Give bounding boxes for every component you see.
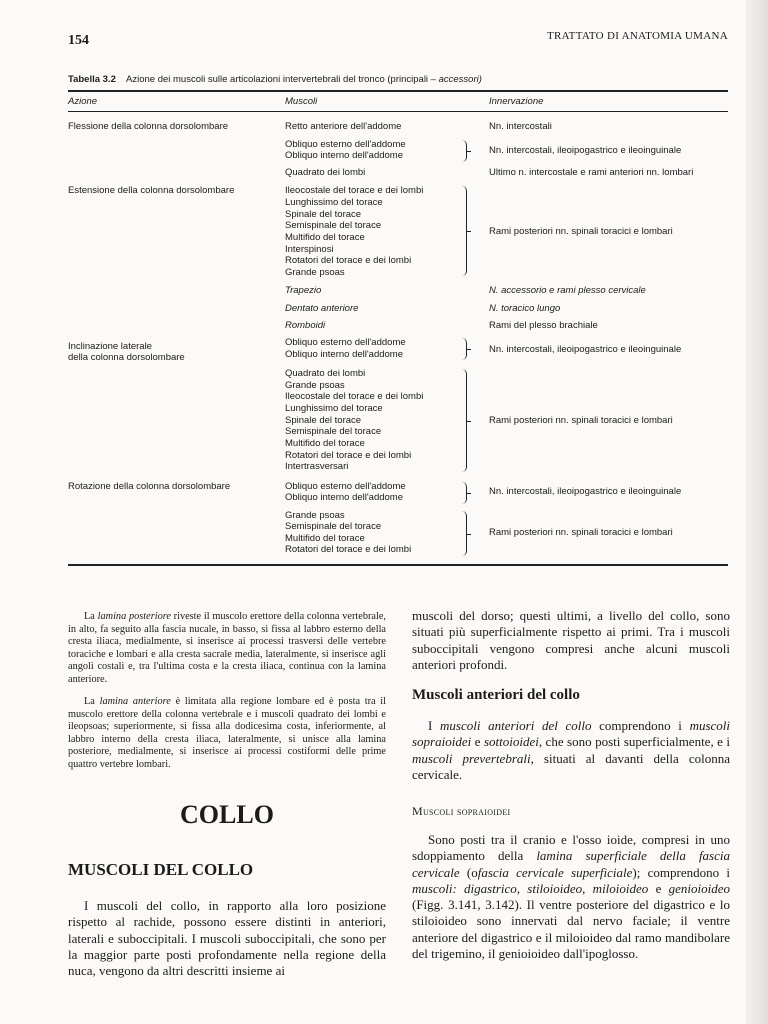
table-brace [460,186,467,276]
table-cell-muscle: Obliquo interno dell'addome [285,492,404,503]
table-cell-innervation: Ultimo n. intercostale e rami anteriori nn. lombari [489,167,694,178]
text-span: (Figg. 3.141, 3.142). Il ventre posteriore del digastrico e lo stiloioideo sono innervati dal nervo faciale; il ventre anteriore del digastrico e il miloioideo dal ramo mandibolare del trigemino, il genioioideo dall'ipoglosso. [412,897,730,962]
paragraph-lamina-anteriore [68,696,386,772]
running-head: TRATTATO DI ANATOMIA UMANA [547,30,728,42]
table-cell-muscle: Rotatori del torace e dei lombi [285,450,412,461]
table-cell-innervation: Rami posteriori nn. spinali toracici e lombari [489,226,673,237]
term: muscoli: digastrico, stiloioideo, miloioideo [412,880,649,896]
text-span: (o [466,864,478,880]
table-cell-muscle-accessory: Romboidi [285,320,326,331]
text-span: Sono posti tra il cranio e l'osso ioide, compresi in uno sdoppiamento della [412,832,730,864]
paragraph-muscoli-anteriori [412,718,730,783]
text-span: La [84,696,95,707]
table-cell-muscle-accessory: Trapezio [285,285,322,296]
table-caption-text: Azione dei muscoli sulle articolazioni intervertebrali del tronco (principali – [126,74,436,85]
table-cell-innervation: Nn. intercostali, ileoipogastrico e ileoinguinale [489,145,682,156]
table-cell-muscle-accessory: Dentato anteriore [285,303,359,314]
table-cell-action: Rotazione della colonna dorsolombare [68,481,231,492]
table-cell-muscle: Intertrasversari [285,461,349,472]
term: muscoli sopraioidei [412,718,731,750]
table-cell-innervation: Nn. intercostali, ileoipogastrico e ileoinguinale [489,486,682,497]
table-cell-muscle: Multifido del torace [285,232,365,243]
table-cell-innervation: Rami posteriori nn. spinali toracici e lombari [489,527,673,538]
table-cell-muscle: Spinale del torace [285,209,362,220]
column-header-innervazione: Innervazione [489,96,544,107]
table-cell-action: Inclinazione laterale [68,341,152,352]
table-cell-innervation: Nn. intercostali [489,121,552,132]
heading-collo: COLLO [180,800,274,829]
table-cell-innervation: Nn. intercostali, ileoipogastrico e ileoinguinale [489,344,682,355]
page-number: 154 [68,33,89,48]
table-cell-muscle: Obliquo interno dell'addome [285,349,404,360]
text-span: e [474,734,481,750]
text-span: ); comprendono i [632,864,730,880]
table-brace [460,338,467,360]
text-span: comprendono i [599,718,682,733]
table-cell-muscle: Grande psoas [285,510,345,521]
table-label: Tabella 3.2 [68,74,116,85]
column-header-azione: Azione [68,96,98,107]
text-span: è limitata alla regione lombare ed è posta tra il muscolo erettore della colonna vertebrale e i muscoli quadrato dei lombi e ileopsoas; superiormente, si fissa alla dodicesima costa, inferiormente, al labbro interno della cresta iliaca, lateralmente, si unisce alla lamina posteriore, medialmente, si inserisce ai processi costiformi delle prime quattro vertebre lombari. [68,696,387,770]
term: muscoli anteriori del collo [440,718,592,733]
text-span: , situati al davanti della colonna cervicale. [412,750,730,782]
table-cell-muscle: Quadrato dei lombi [285,368,366,379]
table-cell-muscle: Rotatori del torace e dei lombi [285,255,412,266]
paragraph-muscoli-del-collo: I muscoli del collo, in rapporto alla loro posizione rispetto al rachide, possono essere distinti in anteriori, laterali e suboccipitali. I muscoli suboccipitali, che sono per la maggior parte posti profondamente nella regione della nuca, vengono da altri descritti insieme ai [68,898,386,979]
table-cell-innervation: N. toracico lungo [489,303,561,314]
text-span: , che sono posti superficialmente, e i [538,734,731,750]
table-brace [460,140,467,162]
term-lamina-posteriore: lamina posteriore [97,611,171,622]
table-cell-muscle: Quadrato dei lombi [285,167,366,178]
table-rule-top [68,90,728,92]
table-caption-accessori: accessori) [438,74,482,85]
paragraph-continuation: muscoli del dorso; questi ultimi, a livello del collo, sono situati più superficialmente rispetto ai primi. Tra i muscoli suboccipitali vengono compresi anche alcuni muscoli anteriori profondi. [412,608,730,672]
text-span: riveste il muscolo erettore della colonna vertebrale, in alto, fa seguito alla fascia nucale, in basso, si fissa al labbro esterno della cresta iliaca, medialmente, si inserisce ai processi trasversi delle vertebre toraciche e lombari e alla cresta sacrale media, lateralmente, si inserisce agli angoli costali e, tra l'ultima costa e la cresta iliaca, continua con la lamina anteriore. [68,611,386,685]
term: muscoli prevertebrali [412,750,531,766]
table-cell-muscle: Lunghissimo del torace [285,197,383,208]
text-span: I [428,718,433,733]
table-cell-muscle: Grande psoas [285,267,345,278]
table-cell-muscle: Obliquo interno dell'addome [285,150,404,161]
term: sottoioidei [483,734,539,750]
table-cell-muscle: Retto anteriore dell'addome [285,121,402,132]
table-cell-muscle: Interspinosi [285,244,334,255]
table-brace [460,511,467,556]
term: genioioideo [668,880,730,896]
term-lamina-anteriore: lamina anteriore [99,696,171,707]
table-cell-action: Flessione della colonna dorsolombare [68,121,229,132]
table-cell-muscle: Ileocostale del torace e dei lombi [285,185,424,196]
paragraph-lamina-posteriore [68,611,386,687]
table-brace [460,369,467,472]
term: lamina superficiale della fascia cervicale [412,848,730,880]
table-cell-muscle: Obliquo esterno dell'addome [285,481,406,492]
heading-muscoli-del-collo: MUSCOLI DEL COLLO [68,860,254,879]
page-edge-shadow [746,0,768,1024]
heading-muscoli-anteriori: Muscoli anteriori del collo [412,687,580,703]
table-rule-bottom [68,564,728,566]
table-cell-muscle: Obliquo esterno dell'addome [285,139,406,150]
table-cell-muscle: Semispinale del torace [285,521,382,532]
table-cell-innervation: Rami posteriori nn. spinali toracici e lombari [489,415,673,426]
text-span: La [84,611,95,622]
table-rule-header [68,111,728,112]
table-caption [68,74,482,85]
table-cell-muscle: Ileocostale del torace e dei lombi [285,391,424,402]
table-cell-innervation: Rami del plesso brachiale [489,320,598,331]
table-cell-muscle: Semispinale del torace [285,220,382,231]
term: fascia cervicale superficiale [477,864,633,880]
text-span: e [655,880,662,896]
table-cell-muscle: Multifido del torace [285,533,365,544]
table-cell-muscle: Rotatori del torace e dei lombi [285,544,412,555]
table-brace [460,482,467,504]
table-cell-muscle: Spinale del torace [285,415,362,426]
table-cell-action: della colonna dorsolombare [68,352,185,363]
table-cell-muscle: Grande psoas [285,380,345,391]
table-cell-muscle: Multifido del torace [285,438,365,449]
table-cell-muscle: Semispinale del torace [285,426,382,437]
column-header-muscoli: Muscoli [285,96,318,107]
paragraph-muscoli-sopraioidei [412,832,730,962]
table-cell-innervation: N. accessorio e rami plesso cervicale [489,285,646,296]
heading-muscoli-sopraioidei: Muscoli sopraioidei [412,804,511,818]
table-cell-action: Estensione della colonna dorsolombare [68,185,235,196]
table-cell-muscle: Obliquo esterno dell'addome [285,337,406,348]
table-cell-muscle: Lunghissimo del torace [285,403,383,414]
